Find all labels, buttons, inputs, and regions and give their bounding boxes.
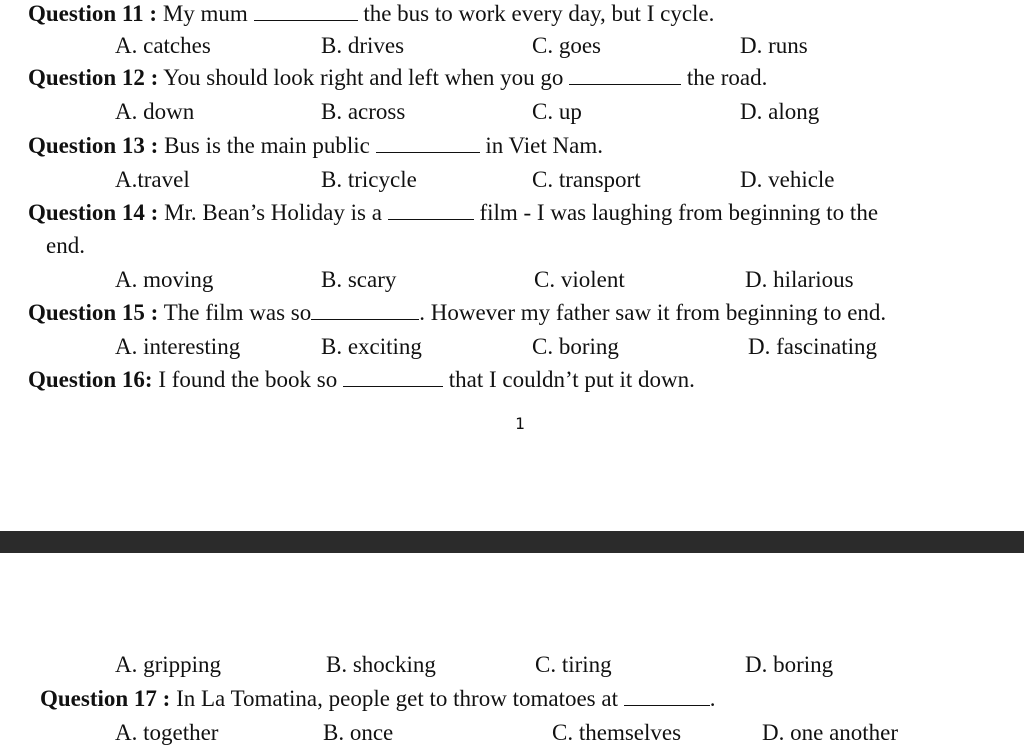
question-16	[28, 366, 695, 394]
question-text: in Viet Nam.	[485, 133, 603, 158]
option-d[interactable]: D. runs	[740, 33, 808, 58]
question-text: I found the book so	[158, 367, 338, 392]
option-d[interactable]: D. vehicle	[740, 167, 835, 192]
question-label: Question 17 :	[40, 686, 171, 711]
option-b[interactable]: B. tricycle	[321, 167, 417, 192]
question-label: Question 14 :	[28, 200, 159, 225]
question-label: Question 16:	[28, 367, 153, 392]
option-d[interactable]: D. boring	[745, 652, 834, 677]
option-c[interactable]: C. transport	[532, 167, 641, 192]
question-14	[28, 199, 878, 227]
option-b[interactable]: B. across	[321, 99, 406, 124]
answer-blank[interactable]	[254, 2, 358, 21]
page-divider	[0, 531, 1024, 553]
page-number: 1	[515, 414, 525, 433]
option-d[interactable]: D. hilarious	[745, 267, 854, 292]
question-text: film - I was laughing from beginning to the	[479, 200, 879, 225]
option-c[interactable]: C. violent	[534, 267, 625, 292]
option-a[interactable]: A. moving	[115, 267, 214, 292]
option-b[interactable]: B. drives	[321, 33, 405, 58]
question-text: the road.	[686, 65, 768, 90]
question-text: The film was so	[163, 300, 312, 325]
answer-blank[interactable]	[311, 301, 419, 320]
option-a[interactable]: A. interesting	[115, 334, 241, 359]
question-text: the bus to work every day, but I cycle.	[363, 1, 715, 26]
question-text: .	[709, 686, 716, 711]
question-17	[40, 685, 715, 713]
question-15	[28, 299, 886, 327]
option-b[interactable]: B. exciting	[321, 334, 422, 359]
question-text: Bus is the main public	[164, 133, 370, 158]
option-d[interactable]: D. fascinating	[748, 334, 878, 359]
question-13	[28, 132, 603, 160]
option-b[interactable]: B. once	[323, 720, 394, 745]
option-d[interactable]: D. one another	[762, 720, 899, 745]
option-a[interactable]: A. together	[115, 720, 219, 745]
answer-blank[interactable]	[376, 134, 480, 153]
question-text: My mum	[162, 1, 248, 26]
option-d[interactable]: D. along	[740, 99, 820, 124]
option-c[interactable]: C. themselves	[552, 720, 682, 745]
question-text: . However my father saw it from beginning to end.	[419, 300, 887, 325]
answer-blank[interactable]	[569, 66, 681, 85]
option-c[interactable]: C. goes	[532, 33, 601, 58]
option-c[interactable]: C. tiring	[535, 652, 612, 677]
question-11	[28, 0, 714, 28]
option-c[interactable]: C. boring	[532, 334, 619, 359]
answer-blank[interactable]	[388, 201, 474, 220]
question-text: You should look right and left when you go	[163, 65, 564, 90]
question-label: Question 12 :	[28, 65, 159, 90]
question-12	[28, 64, 767, 92]
answer-blank[interactable]	[343, 368, 443, 387]
option-a[interactable]: A. gripping	[115, 652, 222, 677]
question-label: Question 13 :	[28, 133, 159, 158]
option-b[interactable]: B. scary	[321, 267, 397, 292]
answer-blank[interactable]	[624, 687, 710, 706]
option-a[interactable]: A.travel	[115, 167, 190, 192]
option-c[interactable]: C. up	[532, 99, 582, 124]
question-text: In La Tomatina, people get to throw tomatoes at	[176, 686, 618, 711]
question-14-continuation: end.	[46, 233, 85, 258]
question-label: Question 15 :	[28, 300, 159, 325]
option-a[interactable]: A. catches	[115, 33, 211, 58]
option-b[interactable]: B. shocking	[326, 652, 436, 677]
worksheet-page-2	[0, 553, 1024, 753]
question-text: that I couldn’t put it down.	[448, 367, 695, 392]
question-label: Question 11 :	[28, 1, 158, 26]
question-text: Mr. Bean’s Holiday is a	[164, 200, 382, 225]
option-a[interactable]: A. down	[115, 99, 195, 124]
